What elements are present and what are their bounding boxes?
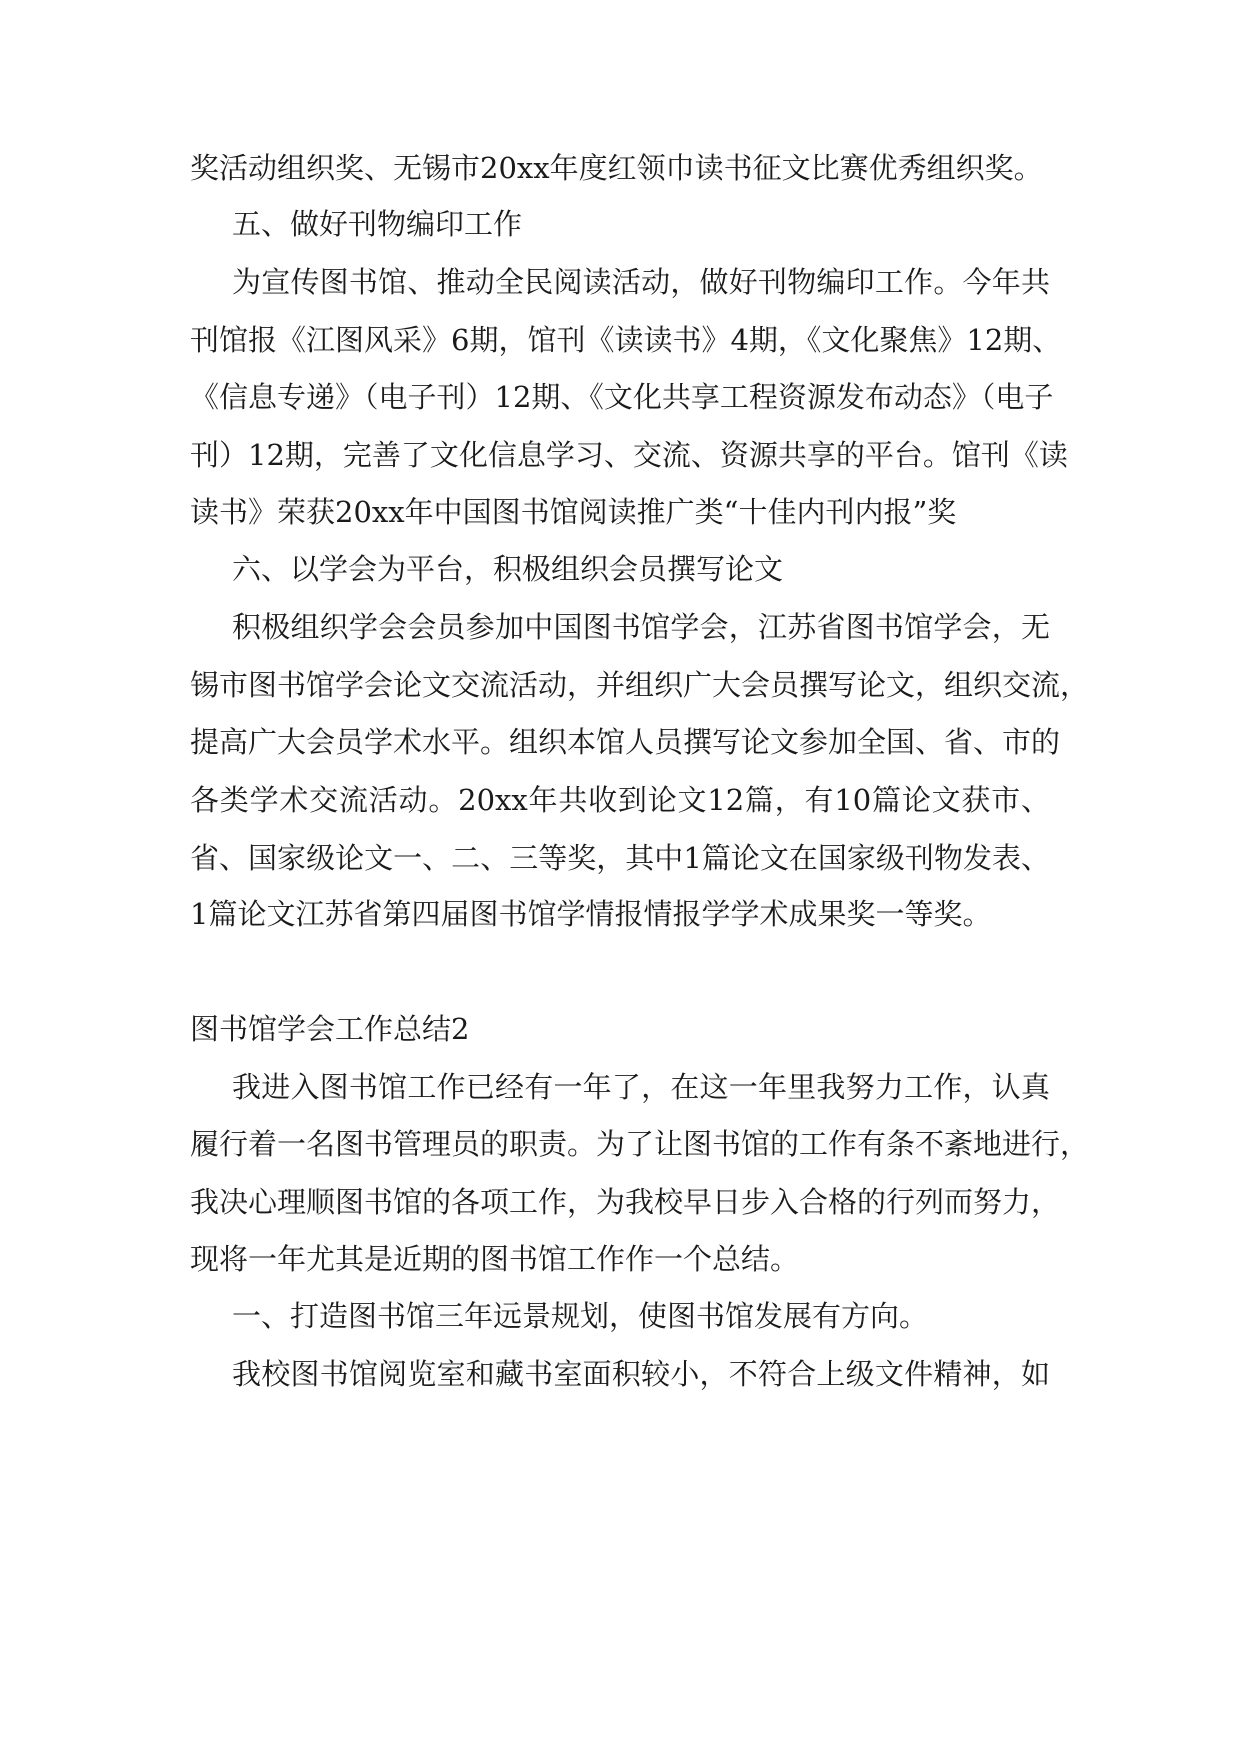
- body-text-line: 我进入图书馆工作已经有一年了，在这一年里我努力工作，认真: [232, 1070, 1050, 1104]
- section-heading: 一、打造图书馆三年远景规划，使图书馆发展有方向。: [232, 1299, 929, 1333]
- body-text-line: 读书》荣获20xx年中国图书馆阅读推广类“十佳内刊内报”奖: [190, 495, 957, 529]
- section-heading: 六、以学会为平台，积极组织会员撰写论文: [232, 552, 784, 586]
- body-text-line: 1篇论文江苏省第四届图书馆学情报情报学学术成果奖一等奖。: [190, 897, 992, 931]
- body-text-line: 刊馆报《江图风采》6期，馆刊《读读书》4期，《文化聚焦》12期、: [190, 323, 1062, 357]
- body-text-line: 提高广大会员学术水平。组织本馆人员撰写论文参加全国、省、市的: [190, 725, 1061, 759]
- body-text-line: 我校图书馆阅览室和藏书室面积较小，不符合上级文件精神，如: [232, 1357, 1050, 1391]
- body-text-line: 现将一年尤其是近期的图书馆工作作一个总结。: [190, 1242, 800, 1276]
- body-text-line: 各类学术交流活动。20xx年共收到论文12篇，有10篇论文获市、: [190, 783, 1050, 817]
- body-text-line: 《信息专递》（电子刊）12期、《文化共享工程资源发布动态》（电子: [190, 380, 1054, 414]
- body-text-line: 积极组织学会会员参加中国图书馆学会，江苏省图书馆学会，无: [232, 610, 1050, 644]
- section-heading: 五、做好刊物编印工作: [232, 207, 523, 241]
- body-text-line: 锡市图书馆学会论文交流活动，并组织广大会员撰写论文，组织交流，: [190, 668, 1090, 702]
- body-text-line: 省、国家级论文一、二、三等奖，其中1篇论文在国家级刊物发表、: [190, 841, 1050, 875]
- body-text-line: 履行着一名图书管理员的职责。为了让图书馆的工作有条不紊地进行，: [190, 1127, 1090, 1161]
- document-title: 图书馆学会工作总结2: [190, 1012, 470, 1046]
- body-text-line: 为宣传图书馆、推动全民阅读活动，做好刊物编印工作。今年共: [232, 265, 1050, 299]
- body-text-line: 刊）12期，完善了文化信息学习、交流、资源共享的平台。馆刊《读: [190, 438, 1068, 472]
- body-text-line: 奖活动组织奖、无锡市20xx年度红领巾读书征文比赛优秀组织奖。: [190, 151, 1043, 185]
- body-text-line: 我决心理顺图书馆的各项工作，为我校早日步入合格的行列而努力，: [190, 1185, 1061, 1219]
